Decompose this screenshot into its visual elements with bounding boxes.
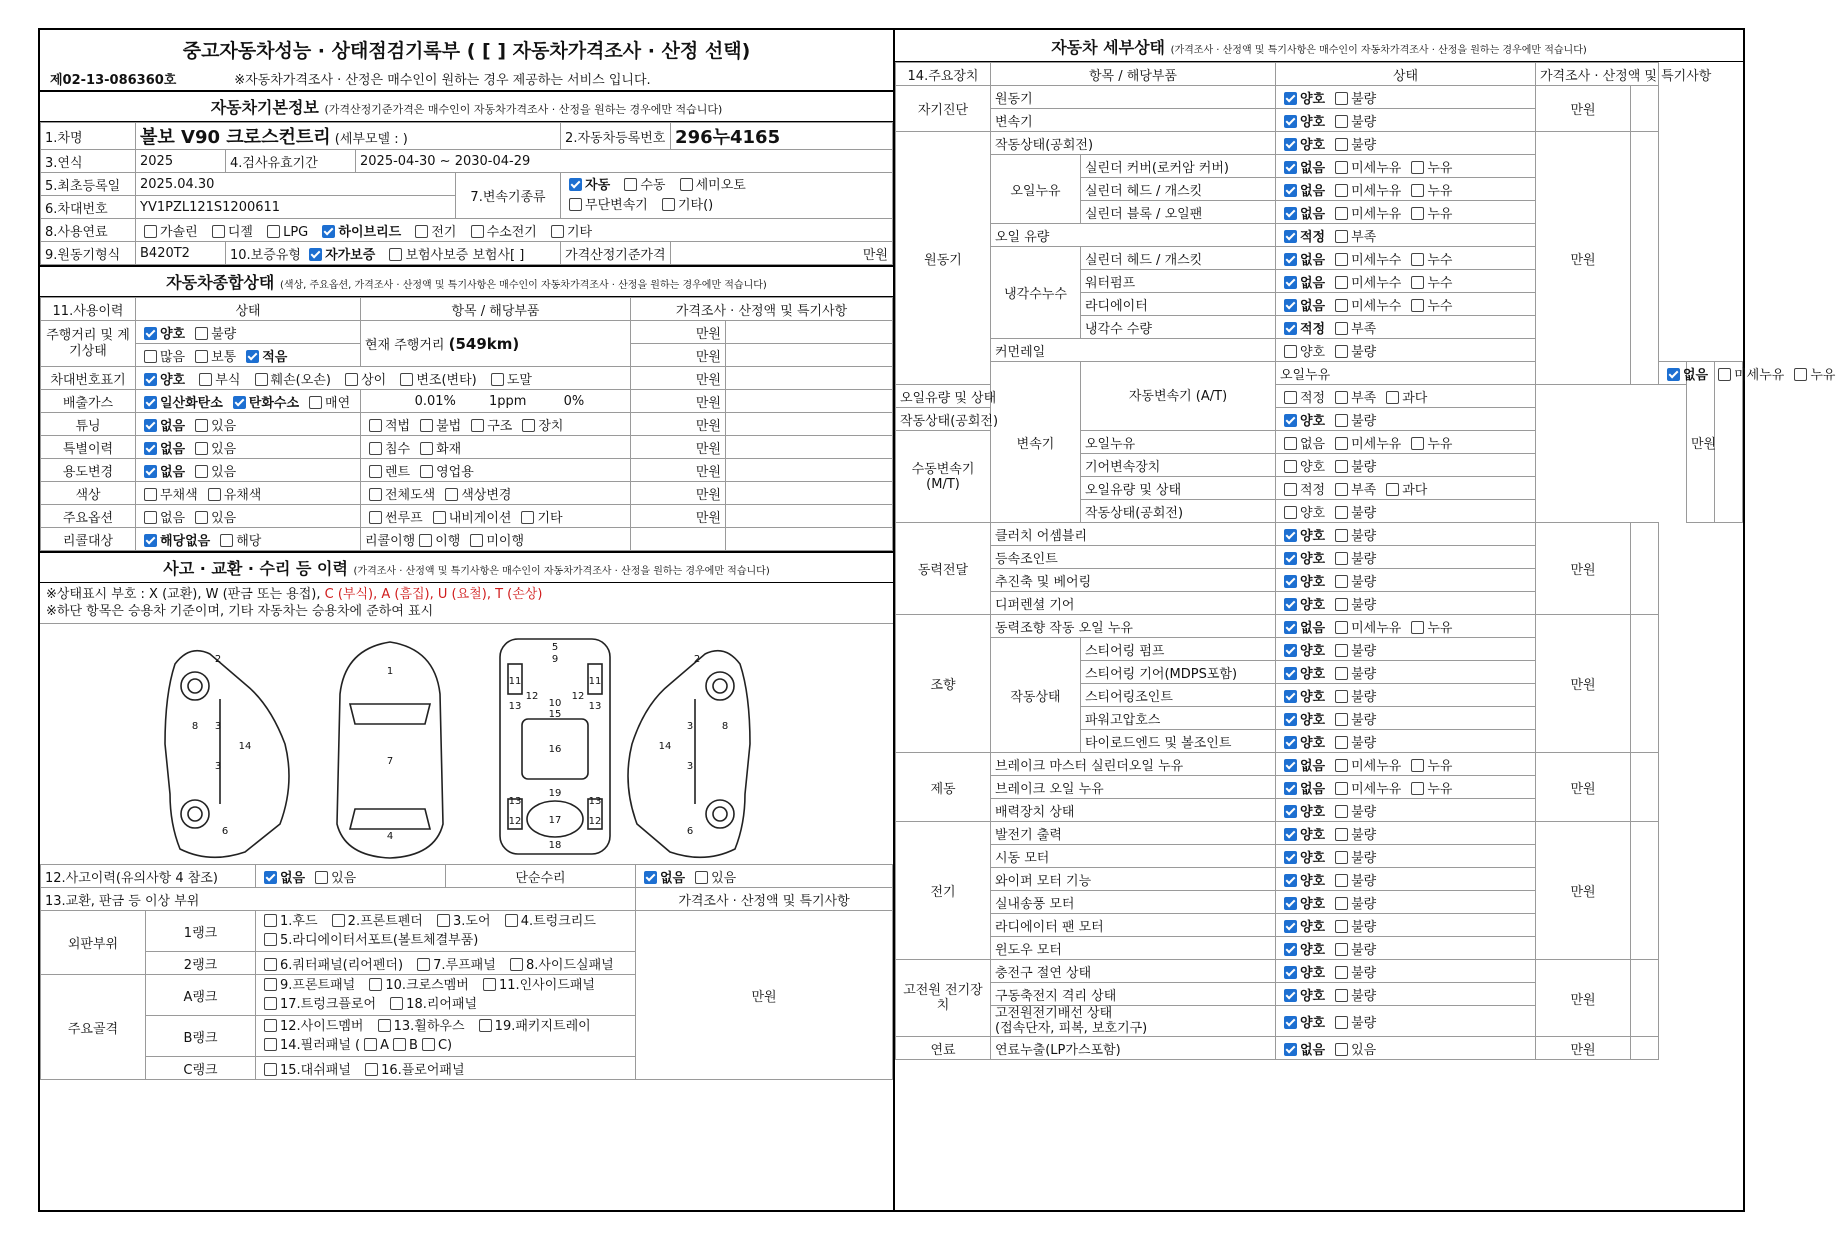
checkbox-cyl-cover-minor[interactable]	[1335, 161, 1348, 174]
checkbox-mt-gear-good[interactable]	[1284, 460, 1297, 473]
checkbox-differential-bad[interactable]	[1335, 598, 1348, 611]
checkbox-at-level-proper[interactable]	[1284, 391, 1297, 404]
checkbox-mt-gear-bad[interactable]	[1335, 460, 1348, 473]
checkbox-mt-operation-bad[interactable]	[1335, 506, 1348, 519]
accident-legend: ※상태표시 부호 : X (교환), W (판금 또는 용접), C (부식), A (흠집), U (요철), T (손상) ※하단 항목은 승용차 기준이며, 기타 자동차는 승용차에 준하여 표시	[46, 587, 543, 619]
checkbox-dash-panel[interactable]	[264, 1063, 277, 1076]
checkbox-self-warranty[interactable]	[309, 248, 322, 261]
part-num-2-left: 2	[214, 654, 222, 665]
checkbox-ps-leak-leak[interactable]	[1411, 621, 1424, 634]
part-num-12-front-right: 12	[571, 691, 585, 702]
checkbox-auto[interactable]	[569, 178, 582, 191]
part-num-5: 5	[551, 642, 559, 653]
checkbox-flood[interactable]	[369, 442, 382, 455]
checkbox-rad-fan-good[interactable]	[1284, 920, 1297, 933]
checkbox-sunroof[interactable]	[369, 511, 382, 524]
checkbox-usechange-exist[interactable]	[195, 465, 208, 478]
checkbox-at-level-lack[interactable]	[1335, 391, 1348, 404]
part-num-15: 15	[548, 709, 562, 720]
checkbox-cyl-head-leak[interactable]	[1411, 184, 1424, 197]
checkbox-option-none[interactable]	[144, 511, 157, 524]
checkbox-starter-bad[interactable]	[1335, 851, 1348, 864]
checkbox-simple-repair-none[interactable]	[644, 871, 657, 884]
checkbox-eng-operation-bad[interactable]	[1335, 138, 1348, 151]
checkbox-at-leak-minor[interactable]	[1718, 368, 1731, 381]
checkbox-tuning-none[interactable]	[144, 419, 157, 432]
checkbox-fire[interactable]	[420, 442, 433, 455]
checkbox-manual[interactable]	[624, 178, 637, 191]
checkbox-mt-leak-none[interactable]	[1284, 437, 1297, 450]
accident-history-title: 사고 · 교환 · 수리 등 이력 (가격조사 · 산정액 및 특기사항은 매수인이 자동차가격조사 · 산정을 원하는 경우에만 적습니다)	[40, 551, 893, 583]
part-num-14-left: 14	[238, 741, 252, 752]
checkbox-alternator-good[interactable]	[1284, 828, 1297, 841]
part-num-2-right: 2	[693, 654, 701, 665]
vin: YV1PZL121S1200611	[136, 196, 456, 219]
part-num-7: 7	[386, 756, 394, 767]
checkbox-cyl-cover-leak[interactable]	[1411, 161, 1424, 174]
checkbox-hv-wiring-good[interactable]	[1284, 1016, 1297, 1029]
checkbox-recall-not-done[interactable]	[470, 534, 483, 547]
checkbox-common-rail-good[interactable]	[1284, 345, 1297, 358]
part-num-11-right: 11	[588, 676, 602, 687]
checkbox-cyl-block-leak[interactable]	[1411, 207, 1424, 220]
checkbox-steer-joint-bad[interactable]	[1335, 690, 1348, 703]
checkbox-rent[interactable]	[369, 465, 382, 478]
checkbox-cross-member[interactable]	[369, 978, 382, 991]
checkbox-radiator-none[interactable]	[1284, 299, 1297, 312]
checkbox-water-pump-none[interactable]	[1284, 276, 1297, 289]
checkbox-starter-good[interactable]	[1284, 851, 1297, 864]
checkbox-mileage-bad[interactable]	[195, 327, 208, 340]
checkbox-insurer-warranty[interactable]	[389, 248, 402, 261]
document-number: 제02-13-086360호	[50, 73, 177, 88]
part-num-6-left: 6	[221, 826, 229, 837]
accident-parts-table: 12.사고이력(유의사항 4 참조) 없음 있음 단순수리 없음 있음 13.교환, 판금 등 이상 부위 가격조사 · 산정액 및 특기사항 외판부위 1랭크 1.후드 2.프론트펜더 3.도어 4.트렁크리드 5.라디에이터서포트(볼트체결부품) 만원 2랭크 6.쿼터패널(리어펜더) 7.루프패널 8.사이드실패널 주요골격 A랭크 9.프론트패널 10.크로스멤버 11.인사이드패널 17.트렁크플로어 18.리어패널 B랭크 12.사이드멤버 13.휠하우스 19.패키지트레이 14.필러패널 ( A B C) C랭크 15.대쉬패널 16.플로어패널	[40, 864, 893, 1080]
checkbox-coolant-head-minor[interactable]	[1335, 253, 1348, 266]
detail-status-table: 14.주요장치 항목 / 해당부품 상태 가격조사 · 산정액 및 특기사항 자기진단 원동기 양호 불량 만원 변속기 양호 불량 원동기 작동상태(공회전) 양호 불량 만원 오일누유 실린더 커버(로커암 커버) 없음 미세누유 누유 실린더 헤드 / 개스킷 없음 미세누유 누유 실린더 블록 / 오일팬 없음 미세누유 누유 오일 유량 적정 부족 냉각수누수 실린더 헤드 / 개스킷 없음 미세누수 누수 워터펌프 없음 미세누수 누수 라디에이터 없음 미세누수 누수 냉각수 수량 적정 부족 커먼레일 양호 불량 변속기 자동변속기 (A/T) 오일누유 없음 미세누유 누유 만원 오일유량 및 상태 적정 부족 과다 작동상태(공회전) 양호 불량 수동변속기 (M/T) 오일누유 없음 미세누유 누유 기어변속장치 양호 불량 오일유량 및 상태 적정 부족 과다 작동상태(공회전) 양호 불량 동력전달 클러치 어셈블리 양호 불량 만원 등속조인트 양호 불량 추진축 및 베어링 양호 불량 디퍼렌셜 기어 양호 불량 조향 동력조향 작동 오일 누유 없음 미세누유 누유 만원 작동상태 스티어링 펌프 양호 불량 스티어링 기어(MDPS포함) 양호 불량 스티어링조인트 양호 불량 파워고압호스 양호 불량 타이로드엔드 및 볼조인트 양호 불량 제동 브레이크 마스터 실린더오일 누유 없음 미세누유 누유 만원 브레이크 오일 누유 없음 미세누유 누유 배력장치 상태 양호 불량 전기 발전기 출력 양호 불량 만원 시동 모터 양호 불량 와이퍼 모터 기능 양호 불량 실내송풍 모터 양호 불량 라디에이터 팬 모터 양호 불량 윈도우 모터 양호 불량 고전원 전기장치 충전구 절연 상태 양호 불량 만원 구동축전지 격리 상태 양호 불량 고전원전기배선 상태 (접속단자, 피복, 보호기구) 양호 불량 연료 연료누출(LP가스포함) 없음 있음 만원	[895, 62, 1743, 1060]
checkbox-window-good[interactable]	[1284, 943, 1297, 956]
warranty-type: 10.보증유형 자가보증 보험사보증 보험사[ ]	[226, 242, 561, 265]
checkbox-tuning-device[interactable]	[522, 419, 535, 432]
checkbox-hydrogen[interactable]	[471, 225, 484, 238]
checkbox-tie-rod-bad[interactable]	[1335, 736, 1348, 749]
checkbox-cyl-head-minor[interactable]	[1335, 184, 1348, 197]
checkbox-brake-oil-minor[interactable]	[1335, 782, 1348, 795]
part-num-8-right: 8	[721, 721, 729, 732]
checkbox-mileage-normal[interactable]	[195, 350, 208, 363]
checkbox-cyl-block-none[interactable]	[1284, 207, 1297, 220]
checkbox-fuel-leak-exist[interactable]	[1335, 1043, 1348, 1056]
overall-status-title: 자동차종합상태 (색상, 주요옵션, 가격조사 · 산정액 및 특기사항은 매수인이 자동차가격조사 · 산정을 원하는 경우에만 적습니다)	[40, 265, 893, 297]
part-num-4: 4	[386, 831, 394, 842]
checkbox-vin-altered[interactable]	[400, 373, 413, 386]
part-num-16: 16	[548, 744, 562, 755]
checkbox-diag-engine-good[interactable]	[1284, 92, 1297, 105]
inspection-record-sheet	[38, 28, 1836, 1212]
checkbox-at-level-excess[interactable]	[1386, 391, 1399, 404]
checkbox-recall-applicable[interactable]	[220, 534, 233, 547]
checkbox-tuning-legal[interactable]	[369, 419, 382, 432]
checkbox-mt-level-lack[interactable]	[1335, 483, 1348, 496]
checkbox-prop-shaft-good[interactable]	[1284, 575, 1297, 588]
checkbox-mt-level-excess[interactable]	[1386, 483, 1399, 496]
detail-status-title: 자동차 세부상태 (가격조사 · 산정액 및 특기사항은 매수인이 자동차가격조사 · 산정을 원하는 경우에만 적습니다)	[895, 30, 1743, 62]
checkbox-recall-none[interactable]	[144, 534, 157, 547]
engine-type: B420T2	[136, 242, 226, 265]
checkbox-window-bad[interactable]	[1335, 943, 1348, 956]
part-num-1: 1	[386, 666, 394, 677]
checkbox-lpg[interactable]	[267, 225, 280, 238]
part-num-12-rear-right: 12	[588, 816, 602, 827]
checkbox-pillar-c[interactable]	[422, 1038, 435, 1051]
checkbox-clutch-good[interactable]	[1284, 529, 1297, 542]
checkbox-side-member[interactable]	[264, 1019, 277, 1032]
checkbox-clutch-bad[interactable]	[1335, 529, 1348, 542]
basic-info-table: 1.차명 볼보 V90 크로스컨트리 (세부모델 : ) 2.자동차등록번호 296누4165 3.연식 2025 4.검사유효기간 2025-04-30 ~ 2030-04-29 5.최초등록일 2025.04.30 7.변속기종류 자동 수동 세미오토 무단변속기 기타() 6.차대번호 YV1PZL121S1200611 8.사용연료 가솔린 디젤 LPG 하이브리드 전기 수소전기 기타 9.원동기형식 B420T2 10.보증유형 자가보증 보험사보증 보험사[ ] 가격산정기준가격 만원	[40, 122, 893, 265]
left-column	[40, 30, 895, 1210]
checkbox-tuning-structure[interactable]	[471, 419, 484, 432]
checkbox-hood[interactable]	[264, 914, 277, 927]
checkbox-steer-pump-bad[interactable]	[1335, 644, 1348, 657]
checkbox-cyl-cover-none[interactable]	[1284, 161, 1297, 174]
part-num-14-right: 14	[658, 741, 672, 752]
part-num-10: 10	[548, 698, 562, 709]
checkbox-mt-operation-good[interactable]	[1284, 506, 1297, 519]
checkbox-package-tray[interactable]	[479, 1019, 492, 1032]
checkbox-mt-leak-minor[interactable]	[1335, 437, 1348, 450]
checkbox-side-sill[interactable]	[510, 958, 523, 971]
checkbox-blower-good[interactable]	[1284, 897, 1297, 910]
checkbox-front-fender[interactable]	[332, 914, 345, 927]
checkbox-vin-smeared[interactable]	[491, 373, 504, 386]
checkbox-radiator-minor[interactable]	[1335, 299, 1348, 312]
checkbox-hc[interactable]	[233, 396, 246, 409]
checkbox-mileage-high[interactable]	[144, 350, 157, 363]
checkbox-option-exist[interactable]	[195, 511, 208, 524]
checkbox-mileage-good[interactable]	[144, 327, 157, 340]
checkbox-pillar-panel[interactable]	[264, 1038, 277, 1051]
part-num-12-rear-left: 12	[508, 816, 522, 827]
part-num-3a-left: 3	[214, 721, 222, 732]
checkbox-diesel[interactable]	[212, 225, 225, 238]
checkbox-vin-damage[interactable]	[255, 373, 268, 386]
checkbox-diag-trans-bad[interactable]	[1335, 115, 1348, 128]
registration-number: 296누4165	[675, 127, 781, 148]
checkbox-accident-none[interactable]	[264, 871, 277, 884]
part-num-3b-right: 3	[686, 761, 694, 772]
part-num-8-left: 8	[191, 721, 199, 732]
checkbox-steer-gear-bad[interactable]	[1335, 667, 1348, 680]
checkbox-coolant-head-leak[interactable]	[1411, 253, 1424, 266]
smoke-value: 0%	[563, 393, 585, 409]
checkbox-rear-panel[interactable]	[390, 997, 403, 1010]
checkbox-steer-gear-good[interactable]	[1284, 667, 1297, 680]
checkbox-semi-auto[interactable]	[680, 178, 693, 191]
checkbox-gasoline[interactable]	[144, 225, 157, 238]
checkbox-inside-panel[interactable]	[483, 978, 496, 991]
checkbox-hybrid[interactable]	[322, 225, 335, 238]
checkbox-coolant-level-lack[interactable]	[1335, 322, 1348, 335]
checkbox-oil-level-proper[interactable]	[1284, 230, 1297, 243]
checkbox-radiator-support[interactable]	[264, 933, 277, 946]
part-num-3a-right: 3	[686, 721, 694, 732]
co-value: 0.01%	[414, 393, 456, 409]
checkbox-mileage-low[interactable]	[246, 350, 259, 363]
checkbox-roof-panel[interactable]	[417, 958, 430, 971]
transmission-type: 자동 수동 세미오토 무단변속기 기타()	[561, 173, 893, 219]
checkbox-cyl-block-minor[interactable]	[1335, 207, 1348, 220]
checkbox-trunk-lid[interactable]	[505, 914, 518, 927]
part-num-13-rear-right: 13	[588, 796, 602, 807]
checkbox-quarter-panel[interactable]	[264, 958, 277, 971]
checkbox-wiper-good[interactable]	[1284, 874, 1297, 887]
checkbox-mt-level-proper[interactable]	[1284, 483, 1297, 496]
checkbox-cyl-head-none[interactable]	[1284, 184, 1297, 197]
part-num-3b-left: 3	[214, 761, 222, 772]
checkbox-wheel-house[interactable]	[378, 1019, 391, 1032]
inspection-validity: 2025-04-30 ~ 2030-04-29	[356, 150, 893, 173]
checkbox-option-other[interactable]	[521, 511, 534, 524]
checkbox-alternator-bad[interactable]	[1335, 828, 1348, 841]
fuel-type: 가솔린 디젤 LPG 하이브리드 전기 수소전기 기타	[136, 219, 893, 242]
checkbox-simple-repair-exist[interactable]	[695, 871, 708, 884]
car-damage-diagram	[40, 623, 893, 864]
checkbox-rad-fan-bad[interactable]	[1335, 920, 1348, 933]
part-num-13-front-right: 13	[588, 701, 602, 712]
checkbox-booster-bad[interactable]	[1335, 805, 1348, 818]
checkbox-brake-oil-none[interactable]	[1284, 782, 1297, 795]
checkbox-smoke[interactable]	[309, 396, 322, 409]
checkbox-mt-leak-leak[interactable]	[1411, 437, 1424, 450]
checkbox-diag-engine-bad[interactable]	[1335, 92, 1348, 105]
checkbox-usechange-none[interactable]	[144, 465, 157, 478]
checkbox-cvt[interactable]	[569, 198, 582, 211]
checkbox-charge-port-bad[interactable]	[1335, 966, 1348, 979]
checkbox-co[interactable]	[144, 396, 157, 409]
checkbox-steer-pump-good[interactable]	[1284, 644, 1297, 657]
checkbox-tie-rod-good[interactable]	[1284, 736, 1297, 749]
price-service-note: ※자동차가격조사 · 산정은 매수인이 원하는 경우 제공하는 서비스 입니다.	[234, 73, 651, 88]
part-num-19: 19	[548, 788, 562, 799]
checkbox-differential-good[interactable]	[1284, 598, 1297, 611]
checkbox-brake-master-minor[interactable]	[1335, 759, 1348, 772]
checkbox-hv-wiring-bad[interactable]	[1335, 1016, 1348, 1029]
checkbox-special-exist[interactable]	[195, 442, 208, 455]
checkbox-commercial[interactable]	[420, 465, 433, 478]
checkbox-special-none[interactable]	[144, 442, 157, 455]
checkbox-recall-done[interactable]	[419, 534, 432, 547]
checkbox-diag-trans-good[interactable]	[1284, 115, 1297, 128]
checkbox-charge-port-good[interactable]	[1284, 966, 1297, 979]
basic-info-title: 자동차기본정보 (가격산정기준가격은 매수인이 자동차가격조사 · 산정을 원하는 경우에만 적습니다)	[40, 90, 893, 122]
checkbox-full-paint[interactable]	[369, 488, 382, 501]
checkbox-vin-good[interactable]	[144, 373, 157, 386]
current-mileage: (549km)	[448, 335, 520, 353]
checkbox-electric[interactable]	[415, 225, 428, 238]
part-num-11-left: 11	[508, 676, 522, 687]
checkbox-water-pump-leak[interactable]	[1411, 276, 1424, 289]
part-num-12-front-left: 12	[525, 691, 539, 702]
checkbox-tuning-exist[interactable]	[195, 419, 208, 432]
checkbox-trunk-floor[interactable]	[264, 997, 277, 1010]
hc-value: 1ppm	[488, 393, 527, 409]
model-year: 2025	[136, 150, 226, 173]
checkbox-cv-joint-good[interactable]	[1284, 552, 1297, 565]
checkbox-power-hose-bad[interactable]	[1335, 713, 1348, 726]
checkbox-booster-good[interactable]	[1284, 805, 1297, 818]
checkbox-power-hose-good[interactable]	[1284, 713, 1297, 726]
checkbox-wiper-bad[interactable]	[1335, 874, 1348, 887]
checkbox-door[interactable]	[437, 914, 450, 927]
checkbox-pillar-b[interactable]	[393, 1038, 406, 1051]
car-outline-svg	[40, 624, 891, 864]
part-num-9: 9	[551, 654, 559, 665]
overall-status-table: 11.사용이력 상태 항목 / 해당부품 가격조사 · 산정액 및 특기사항 주행거리 및 계기상태 양호 불량 현재 주행거리 (549km) 만원 많음 보통 적음 만원 차대번호표기 양호 부식 훼손(오손) 상이 변조(변타) 도말 만원 배출가스 일산화탄소 탄화수소 매연 0.01% 1ppm 0% 만원 튜닝 없음 있음 적법 불법 구조 장치 만원 특별이력 없음 있음 침수 화재 만원 용도변경 없음 있음 렌트 영업용 만원 색상 무채색 유채색 전체도색 색상변경 만원 주요옵션 없음 있음 썬루프 내비게이션 기타 만원 리콜대상 해당없음 해당 리콜이행 이행 미이행	[40, 297, 893, 551]
checkbox-chromatic[interactable]	[208, 488, 221, 501]
checkbox-prop-shaft-bad[interactable]	[1335, 575, 1348, 588]
checkbox-radiator-leak[interactable]	[1411, 299, 1424, 312]
checkbox-fuel-leak-none[interactable]	[1284, 1043, 1297, 1056]
part-num-17: 17	[548, 815, 562, 826]
page-title: 중고자동차성능 · 상태점검기록부 ( [ ] 자동차가격조사 · 산정 선택)	[182, 40, 751, 62]
part-num-13-front-left: 13	[508, 701, 522, 712]
checkbox-achromatic[interactable]	[144, 488, 157, 501]
checkbox-vin-corrosion[interactable]	[199, 373, 212, 386]
part-num-18: 18	[548, 840, 562, 851]
checkbox-common-rail-bad[interactable]	[1335, 345, 1348, 358]
checkbox-vin-different[interactable]	[345, 373, 358, 386]
checkbox-coolant-level-proper[interactable]	[1284, 322, 1297, 335]
checkbox-brake-master-none[interactable]	[1284, 759, 1297, 772]
checkbox-color-change[interactable]	[445, 488, 458, 501]
checkbox-ps-leak-minor[interactable]	[1335, 621, 1348, 634]
checkbox-battery-bad[interactable]	[1335, 989, 1348, 1002]
checkbox-at-operation-bad[interactable]	[1335, 414, 1348, 427]
checkbox-brake-master-leak[interactable]	[1411, 759, 1424, 772]
checkbox-pillar-a[interactable]	[364, 1038, 377, 1051]
checkbox-oil-level-lack[interactable]	[1335, 230, 1348, 243]
checkbox-battery-good[interactable]	[1284, 989, 1297, 1002]
checkbox-front-panel[interactable]	[264, 978, 277, 991]
checkbox-at-leak-leak[interactable]	[1794, 368, 1807, 381]
checkbox-fuel-other[interactable]	[551, 225, 564, 238]
car-name: 볼보 V90 크로스컨트리	[140, 127, 331, 148]
checkbox-ps-leak-none[interactable]	[1284, 621, 1297, 634]
first-registration-date: 2025.04.30	[136, 173, 456, 196]
header	[40, 30, 893, 90]
checkbox-blower-bad[interactable]	[1335, 897, 1348, 910]
checkbox-at-operation-good[interactable]	[1284, 414, 1297, 427]
checkbox-water-pump-minor[interactable]	[1335, 276, 1348, 289]
checkbox-at-leak-none[interactable]	[1667, 368, 1680, 381]
checkbox-eng-operation-good[interactable]	[1284, 138, 1297, 151]
checkbox-floor-panel[interactable]	[365, 1063, 378, 1076]
checkbox-accident-exist[interactable]	[315, 871, 328, 884]
checkbox-trans-other[interactable]	[662, 198, 675, 211]
checkbox-cv-joint-bad[interactable]	[1335, 552, 1348, 565]
checkbox-tuning-illegal[interactable]	[420, 419, 433, 432]
part-num-6-right: 6	[686, 826, 694, 837]
checkbox-steer-joint-good[interactable]	[1284, 690, 1297, 703]
checkbox-brake-oil-leak[interactable]	[1411, 782, 1424, 795]
checkbox-coolant-head-none[interactable]	[1284, 253, 1297, 266]
right-column	[895, 30, 1836, 1210]
part-num-13-rear-left: 13	[508, 796, 522, 807]
checkbox-navigation[interactable]	[433, 511, 446, 524]
